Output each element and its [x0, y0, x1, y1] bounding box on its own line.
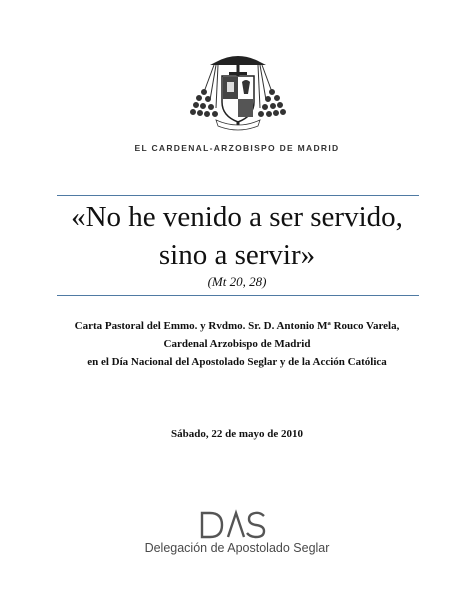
- bible-citation: (Mt 20, 28): [207, 274, 267, 289]
- top-divider: [57, 195, 419, 196]
- das-logo-icon: [184, 509, 284, 539]
- document-title: [30, 198, 444, 274]
- document-subtitle: [0, 317, 474, 371]
- title-line-2: sino a servir»: [158, 239, 316, 271]
- document-date: Sábado, 22 de mayo de 2010: [170, 428, 304, 440]
- organization-name: Delegación de Apostolado Seglar: [144, 541, 330, 555]
- subtitle-line-2: Cardenal Arzobispo de Madrid: [163, 338, 311, 350]
- issuer-label: EL CARDENAL-ARZOBISPO DE MADRID: [134, 143, 340, 153]
- subtitle-line-1: Carta Pastoral del Emmo. y Rvdmo. Sr. D. Antonio Mª Rouco Varela,: [74, 320, 400, 332]
- bottom-divider: [57, 295, 419, 296]
- title-line-1: «No he venido a ser servido,: [71, 201, 403, 233]
- subtitle-line-3: en el Día Nacional del Apostolado Seglar y de la Acción Católica: [87, 356, 387, 368]
- cardinal-coat-of-arms-icon: [186, 52, 290, 132]
